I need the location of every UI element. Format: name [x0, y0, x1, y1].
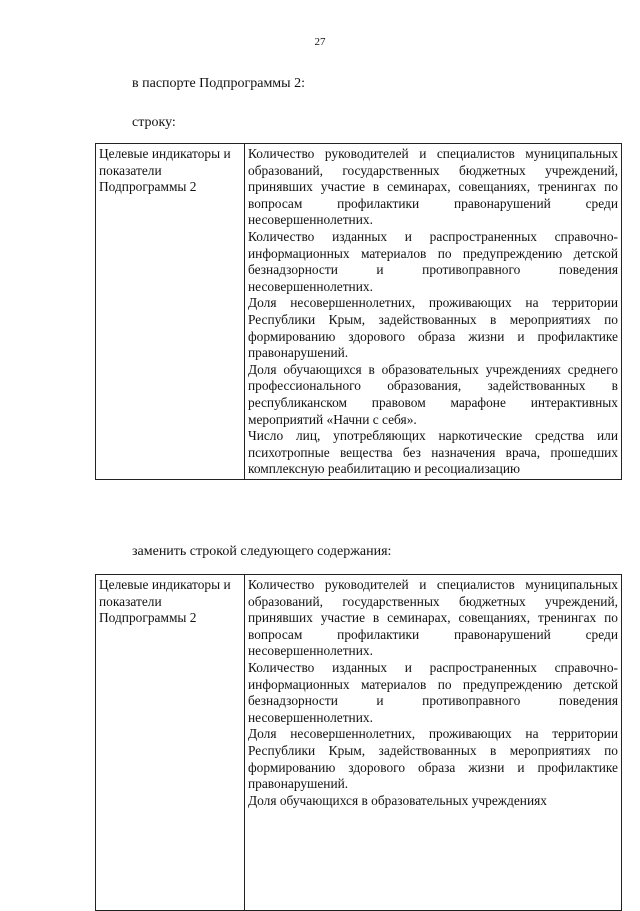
list-item: Доля несовершеннолетних, проживающих на территории Республики Крым, задействованных в мероприятиях по формированию здорового образа жизни и профилактике правонарушений. — [248, 295, 618, 361]
list-item: Доля несовершеннолетних, проживающих на территории Республики Крым, задействованных в мероприятиях по формированию здорового образа жизни и профилактике правонарушений. — [248, 726, 618, 792]
row-label: Целевые индикаторы и показатели Подпрограммы 2 — [96, 575, 245, 911]
list-item: Количество руководителей и специалистов муниципальных образований, государственных бюджетных учреждений, принявших участие в семинарах, совещаниях, тренингах по вопросам профилактики правонарушений среди несовершеннолетних. — [248, 577, 618, 659]
row-content — [245, 144, 622, 480]
list-item: Доля обучающихся в образовательных учреждениях среднего профессионального образования, задействованных в республиканском правовом марафоне интерактивных мероприятий «Начни с себя». — [248, 361, 618, 427]
list-item: Количество изданных и распространенных справочно-информационных материалов по предупреждению детской безнадзорности и противоправного поведения несовершеннолетних. — [248, 659, 618, 725]
row-label: Целевые индикаторы и показатели Подпрограммы 2 — [96, 144, 245, 480]
table-row — [96, 144, 622, 480]
list-item: Количество руководителей и специалистов муниципальных образований, государственных бюджетных учреждений, принявших участие в семинарах, совещаниях, тренингах по вопросам профилактики правонарушений среди несовершеннолетних. — [248, 146, 618, 228]
row-word: строку: — [132, 115, 176, 130]
intro-line: в паспорте Подпрограммы 2: — [132, 76, 305, 91]
new-indicators-table — [95, 574, 622, 911]
list-item: Число лиц, употребляющих наркотические средства или психотропные вещества без назначения врача, прошедших комплексную реабилитацию и ресоциализацию — [248, 428, 618, 477]
page-number: 27 — [314, 36, 326, 48]
old-indicators-table — [95, 143, 622, 480]
list-item: Доля обучающихся в образовательных учреждениях — [248, 792, 547, 808]
replace-line: заменить строкой следующего содержания: — [132, 544, 392, 559]
list-item: Количество изданных и распространенных справочно-информационных материалов по предупреждению детской безнадзорности и противоправного поведения несовершеннолетних. — [248, 228, 618, 294]
row-content — [245, 575, 622, 911]
table-row — [96, 575, 622, 911]
